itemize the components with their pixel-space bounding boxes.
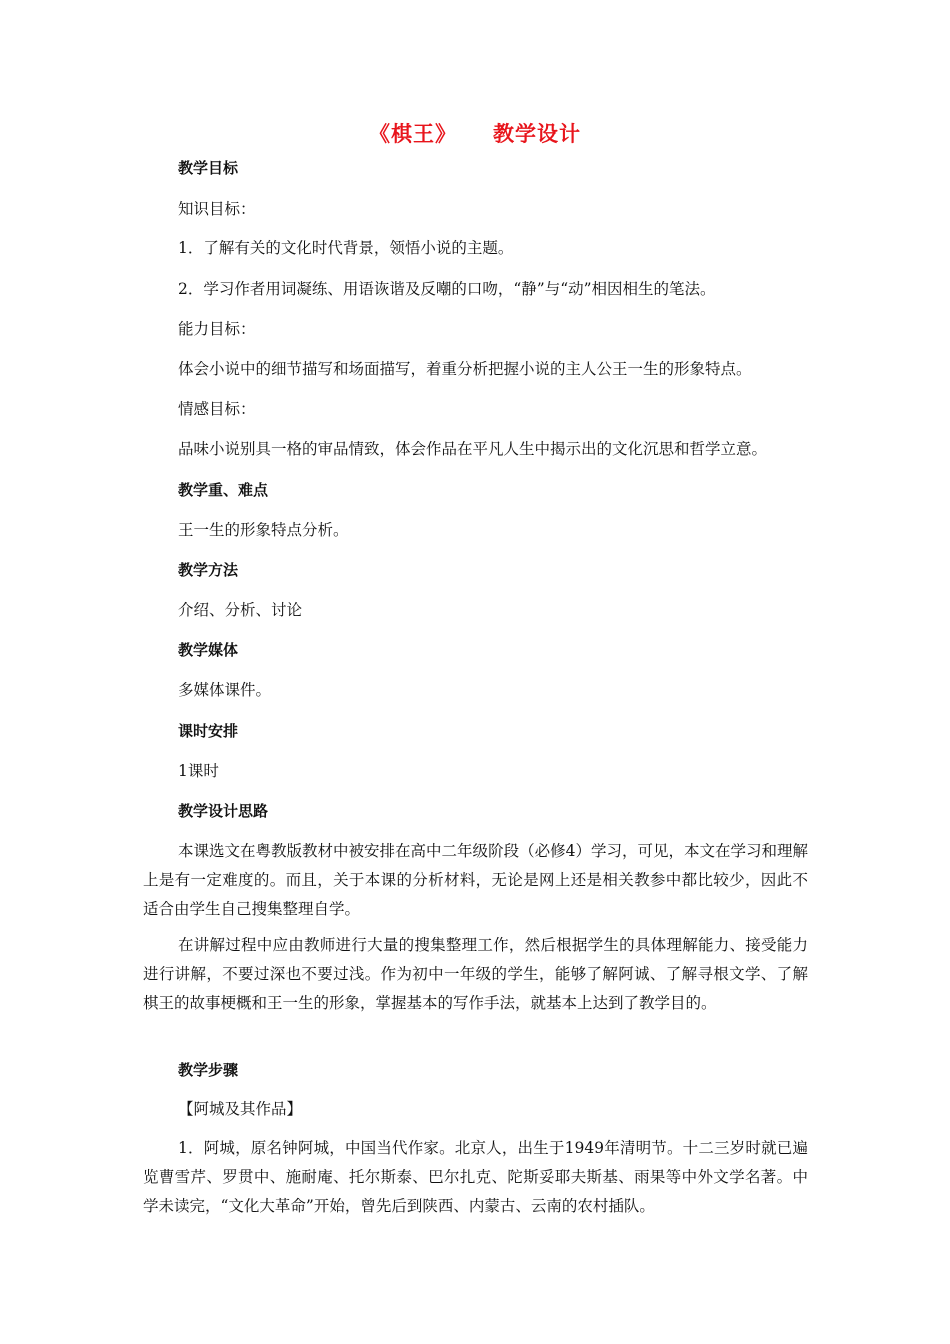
- objectives-heading: 教学目标: [178, 159, 239, 177]
- keypoints-heading: 教学重、难点: [178, 481, 269, 499]
- emotion-text: 品味小说别具一格的审品情致，体会作品在平凡人生中揭示出的文化沉思和哲学立意。: [178, 440, 768, 458]
- schedule-text: 1课时: [178, 762, 219, 780]
- author-section-label: 【阿城及其作品】: [178, 1100, 303, 1118]
- document-title: [0, 118, 950, 148]
- keypoints-text: 王一生的形象特点分析。: [178, 521, 349, 539]
- design-heading: 教学设计思路: [178, 802, 269, 820]
- schedule-heading: 课时安排: [178, 722, 239, 740]
- steps-heading: 教学步骤: [178, 1061, 239, 1079]
- media-heading: 教学媒体: [178, 641, 239, 659]
- knowledge-item-2: 2．学习作者用词凝练、用语诙谐及反嘲的口吻，“静”与“动”相因相生的笔法。: [178, 280, 716, 298]
- design-paragraph-2: 在讲解过程中应由教师进行大量的搜集整理工作，然后根据学生的具体理解能力、接受能力进行讲解，不要过深也不要过浅。作为初中一年级的学生，能够了解阿诚、了解寻根文学、了解棋王的故事梗概和王一生的形象，掌握基本的写作手法，就基本上达到了教学目的。: [143, 936, 808, 1012]
- emotion-label: 情感目标：: [178, 400, 256, 418]
- design-paragraph-1: 本课选文在粤教版教材中被安排在高中二年级阶段（必修4）学习，可见，本文在学习和理解上是有一定难度的。而且，关于本课的分析材料，无论是网上还是相关教参中都比较少，因此不适合由学生自己搜集整理自学。: [143, 842, 808, 918]
- ability-label: 能力目标：: [178, 320, 256, 338]
- title-book-name: 《棋王》: [369, 122, 457, 146]
- knowledge-label: 知识目标：: [178, 200, 256, 218]
- knowledge-item-1: 1．了解有关的文化时代背景，领悟小说的主题。: [178, 239, 514, 257]
- title-subtitle: 教学设计: [493, 122, 581, 146]
- author-paragraph: 1．阿城，原名钟阿城，中国当代作家。北京人，出生于1949年清明节。十二三岁时就已遍览曹雪芹、罗贯中、施耐庵、托尔斯泰、巴尔扎克、陀斯妥耶夫斯基、雨果等中外文学名著。中学未读完，“文化大革命”开始，曾先后到陕西、内蒙古、云南的农村插队。: [143, 1139, 808, 1215]
- method-text: 介绍、分析、讨论: [178, 601, 303, 619]
- method-heading: 教学方法: [178, 561, 239, 579]
- media-text: 多媒体课件。: [178, 681, 272, 699]
- ability-text: 体会小说中的细节描写和场面描写，着重分析把握小说的主人公王一生的形象特点。: [178, 360, 752, 378]
